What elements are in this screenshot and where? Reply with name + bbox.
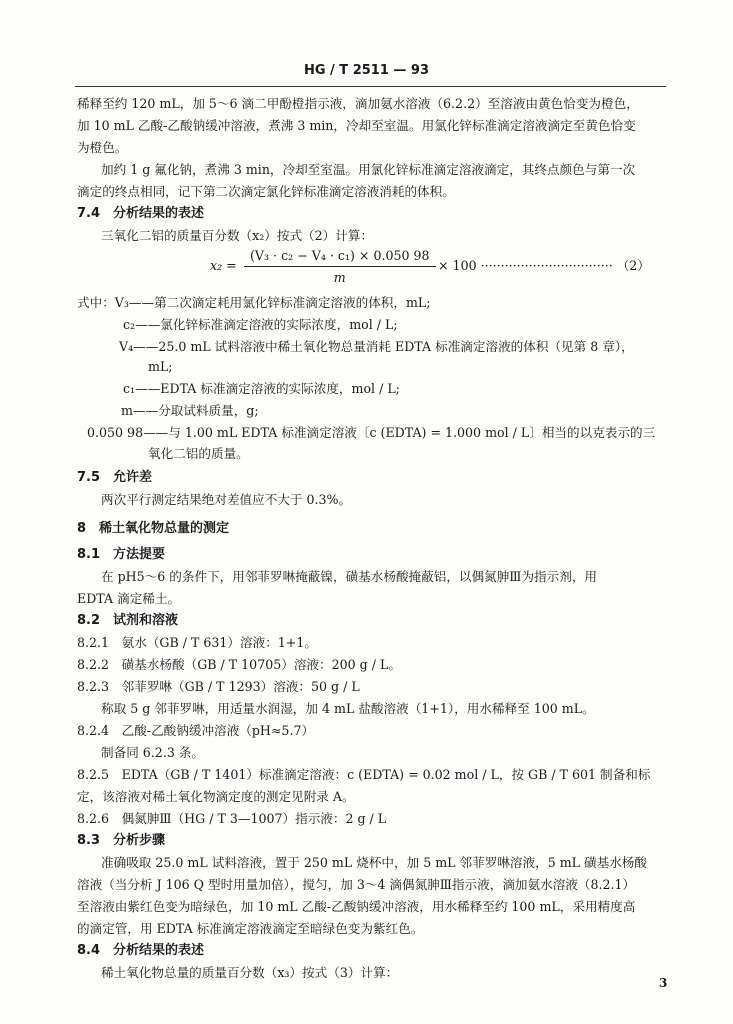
formula-lhs: x₂ =	[210, 258, 237, 273]
text-line: 加约 1 g 氟化钠，煮沸 3 min，冷却至室温。用氯化锌标准滴定溶液滴定，其终点颜色与第一次	[101, 162, 636, 177]
text-line: 至溶液由紫红色变为暗绿色，加 10 mL 乙酸-乙酸钠缓冲溶液，用水稀释至约 100 mL，采用精度高	[77, 899, 636, 914]
section-heading-7-5: 7.5 允许差	[77, 470, 153, 485]
text-line: 为橙色。	[77, 140, 128, 155]
text-line: 定，该溶液对稀土氧化物滴定度的测定见附录 A。	[77, 789, 355, 804]
running-header: HG / T 2511 — 93	[303, 63, 430, 78]
section-heading-8-2: 8.2 试剂和溶液	[77, 613, 179, 628]
formula-numerator: (V₃ · c₂ − V₄ · c₁) × 0.050 98	[250, 248, 430, 263]
chapter-heading-8: 8 稀土氧化物总量的测定	[77, 521, 230, 536]
reagent-line: 8.2.3 邻菲罗啉（GB / T 1293）溶液：50 g / L	[77, 679, 360, 694]
where-line: 0.050 98——与 1.00 mL EDTA 标准滴定溶液〔c (EDTA) = 1.000 mol / L〕相当的以克表示的三	[87, 425, 656, 440]
reagent-line: 8.2.6 偶氮胂Ⅲ（HG / T 3—1007）指示液：2 g / L	[77, 811, 387, 826]
where-line: c₁——EDTA 标准滴定溶液的实际浓度，mol / L;	[123, 381, 400, 396]
formula-fraction	[244, 248, 436, 285]
where-line: 式中：V₃——第二次滴定耗用氯化锌标准滴定溶液的体积，mL;	[77, 295, 431, 310]
reagent-line: 8.2.5 EDTA（GB / T 1401）标准滴定溶液：c (EDTA) = 0.02 mol / L，按 GB / T 601 制备和标	[77, 767, 651, 782]
section-heading-8-1: 8.1 方法提要	[77, 547, 166, 562]
header-rule	[75, 86, 666, 87]
text-line: 溶液（当分析 J 106 Q 型时用量加倍），搅匀，加 3～4 滴偶氮胂Ⅲ指示液，滴加氨水溶液（8.2.1）	[77, 877, 636, 892]
text-line: 稀土氧化物总量的质量百分数（x₃）按式（3）计算：	[101, 965, 399, 980]
page-number: 3	[659, 976, 668, 990]
text-line: EDTA 滴定稀土。	[77, 591, 181, 606]
text-line: 两次平行测定结果绝对差值应不大于 0.3%。	[101, 492, 352, 507]
reagent-line: 8.2.1 氨水（GB / T 631）溶液：1+1。	[77, 635, 317, 650]
section-heading-8-4: 8.4 分析结果的表述	[77, 943, 205, 958]
text-line: 加 10 mL 乙酸-乙酸钠缓冲溶液，煮沸 3 min，冷却至室温。用氯化锌标准滴定溶液滴定至黄色恰变	[77, 118, 636, 133]
section-heading-7-4: 7.4 分析结果的表述	[77, 206, 205, 221]
section-heading-8-3: 8.3 分析步骤	[77, 833, 166, 848]
where-line: V₄——25.0 mL 试料溶液中稀土氧化物总量消耗 EDTA 标准滴定溶液的体积（见第 8 章），	[119, 339, 634, 354]
formula-denominator: m	[333, 270, 346, 285]
text-line: 在 pH5～6 的条件下，用邻菲罗啉掩蔽镍，磺基水杨酸掩蔽铝，以偶氮胂Ⅲ为指示剂，用	[101, 569, 598, 584]
text-line: 称取 5 g 邻菲罗啉，用适量水润湿，加 4 mL 盐酸溶液（1+1），用水稀释至 100 mL。	[101, 701, 595, 716]
formula-rhs: × 100 ································· （2）	[438, 258, 650, 273]
text-line: 滴定的终点相同，记下第二次滴定氯化锌标准滴定溶液消耗的体积。	[77, 184, 455, 199]
text-line: 三氧化二铝的质量百分数（x₂）按式（2）计算：	[101, 228, 374, 243]
text-line: 准确吸取 25.0 mL 试料溶液，置于 250 mL 烧杯中，加 5 mL 邻菲罗啉溶液，5 mL 磺基水杨酸	[101, 855, 647, 870]
text-line: 稀释至约 120 mL，加 5～6 滴二甲酚橙指示液，滴加氨水溶液（6.2.2）至溶液由黄色恰变为橙色，	[77, 96, 639, 111]
where-line: c₂——氯化锌标准滴定溶液的实际浓度，mol / L;	[123, 317, 398, 332]
text-line: 的滴定管，用 EDTA 标准滴定溶液滴定至暗绿色变为紫红色。	[77, 921, 424, 936]
text-line: 制备同 6.2.3 条。	[101, 745, 205, 760]
reagent-line: 8.2.2 磺基水杨酸（GB / T 10705）溶液：200 g / L。	[77, 657, 401, 672]
where-line: m——分取试料质量，g;	[121, 403, 259, 418]
where-line: 氧化二铝的质量。	[148, 446, 249, 461]
where-line: mL;	[148, 359, 173, 374]
reagent-line: 8.2.4 乙酸-乙酸钠缓冲溶液（pH≈5.7）	[77, 723, 315, 738]
